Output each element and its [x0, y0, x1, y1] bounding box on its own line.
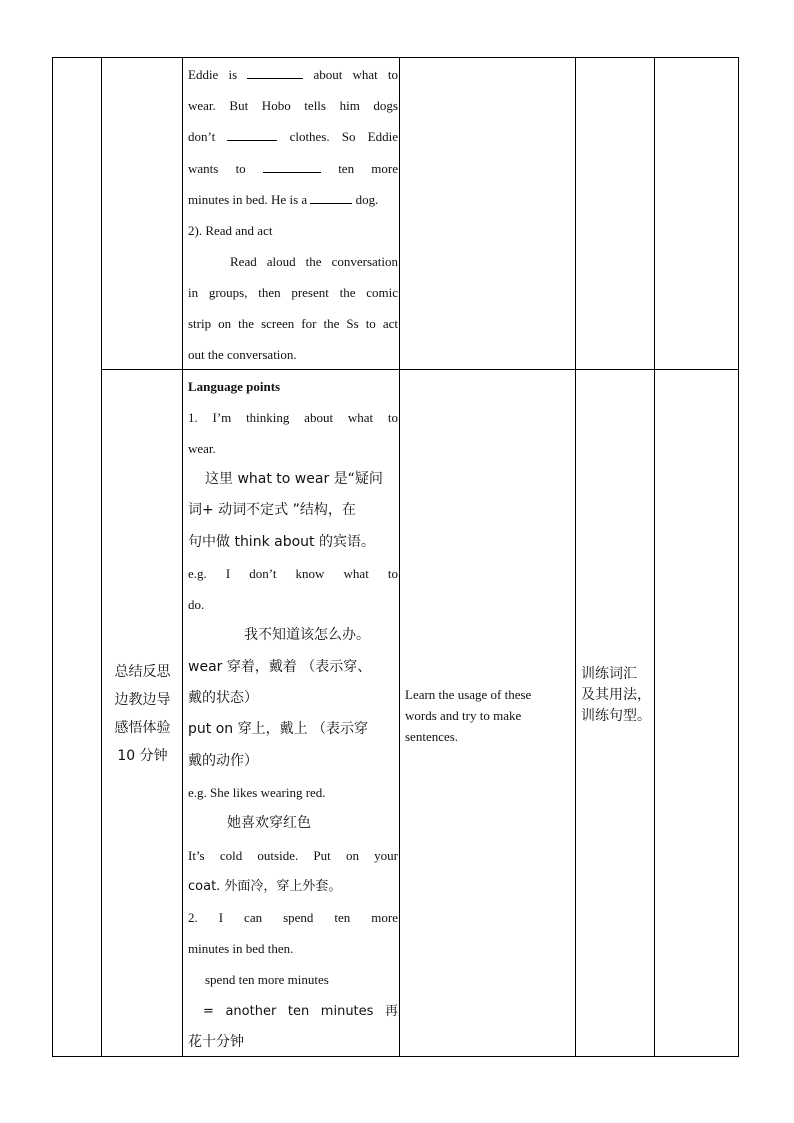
- content-line-20: = another ten minutes 再: [203, 1004, 398, 1019]
- fill-blank-line-4: wants to ten more: [188, 161, 399, 176]
- content-line-11: put on 穿上，戴上 （表示穿: [188, 721, 369, 737]
- read-act-text-2: in groups, then present the comic: [188, 285, 398, 300]
- row1-col-6: [654, 58, 739, 370]
- content-line-10: 戴的状态）: [188, 690, 258, 706]
- content-line-12: 戴的动作）: [188, 753, 258, 769]
- content-line-5: 句中做 think about 的宾语。: [188, 534, 375, 550]
- content-line-6: e.g. I don’t know what to: [188, 566, 398, 581]
- fill-blank-line-1: Eddie is about what to: [188, 67, 399, 82]
- design-purpose: 训练词汇 及其用法， 训练句型。: [581, 666, 651, 724]
- row1-col-2: [102, 58, 183, 370]
- read-act-text-1: Read aloud the conversation: [230, 254, 398, 269]
- content-line-21: 花十分钟: [188, 1034, 244, 1050]
- content-line-2: wear.: [188, 441, 216, 456]
- row1-col-5: [575, 58, 655, 370]
- fill-blank-line-5: minutes in bed. He is a dog.: [188, 192, 379, 207]
- content-line-7: do.: [188, 597, 205, 612]
- content-line-3: 这里 what to wear 是“疑问: [205, 471, 383, 487]
- content-line-14: 她喜欢穿红色: [227, 815, 311, 831]
- content-line-17: 2. I can spend ten more: [188, 910, 398, 925]
- content-line-19: spend ten more minutes: [205, 972, 329, 987]
- content-line-9: wear 穿着，戴着 （表示穿、: [188, 659, 372, 675]
- read-act-heading: 2). Read and act: [188, 223, 273, 238]
- stage-label: 总结反思 边教边导 感悟体验 10 分钟: [114, 664, 171, 764]
- lesson-plan-table: [52, 57, 739, 1057]
- content-line-13: e.g. She likes wearing red.: [188, 785, 326, 800]
- row1-col-4: [399, 58, 576, 370]
- student-activity: Learn the usage of these words and try to make sentences.: [405, 687, 532, 744]
- content-line-1: 1. I’m thinking about what to: [188, 410, 398, 425]
- read-act-text-4: out the conversation.: [188, 347, 297, 362]
- col-1: [53, 58, 102, 1057]
- language-points-heading: Language points: [188, 379, 281, 394]
- content-line-16: coat. 外面冷，穿上外套。: [188, 879, 342, 894]
- content-line-18: minutes in bed then.: [188, 941, 294, 956]
- row2-col-6: [654, 369, 739, 1057]
- read-act-text-3: strip on the screen for the Ss to act: [188, 316, 398, 331]
- content-line-8: 我不知道该怎么办。: [244, 627, 370, 643]
- content-line-15: It’s cold outside. Put on your: [188, 848, 398, 863]
- fill-blank-line-2: wear. But Hobo tells him dogs: [188, 98, 398, 113]
- content-line-4: 词+ 动词不定式 ”结构，在: [188, 502, 356, 518]
- fill-blank-line-3: don’t clothes. So Eddie: [188, 129, 399, 144]
